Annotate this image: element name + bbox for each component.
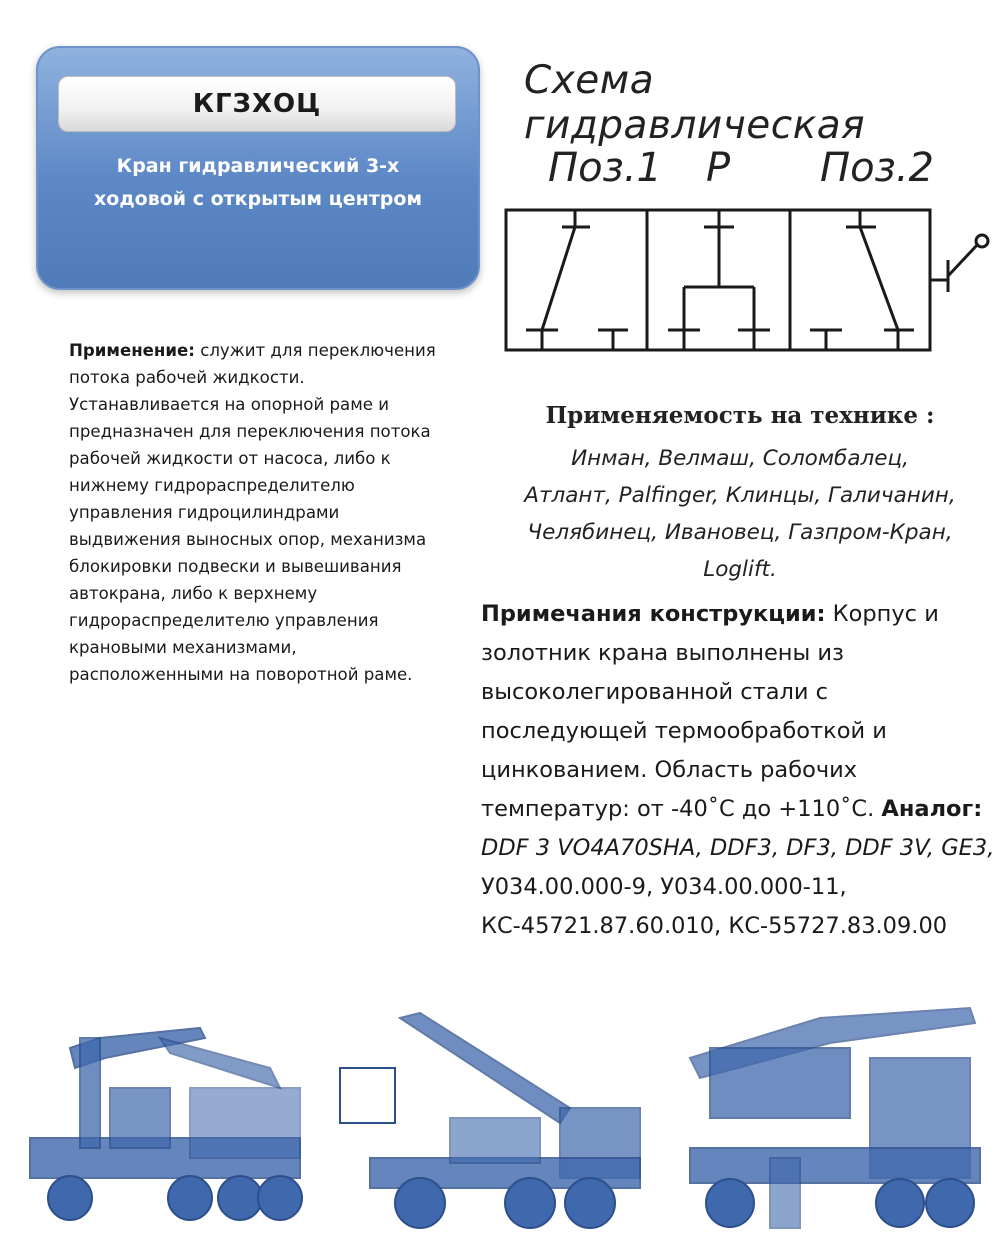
applicability-title: Применяемость на технике : — [545, 402, 935, 429]
subtitle-line-1: Кран гидравлический 3-х — [116, 155, 400, 177]
lever-arm — [948, 244, 978, 276]
application-text: служит для переключения потока рабочей жидкости. Устанавливается на опорной раме и предназначен для переключения потока рабочей жидкости от насоса, либо к нижнему гидрораспределителю управления гидроцилиндрами выдвижения выносных опор, механизма блокировки подвески и вывешивания автокрана, либо к верхнему гидрораспределителю управления крановыми механизмами, расположенными на поворотной раме. — [69, 341, 436, 684]
applicability-line-1: Инман, Велмаш, Соломбалец, — [571, 446, 909, 471]
application-description — [69, 337, 449, 688]
product-subtitle — [58, 150, 458, 216]
scheme-p-label: Р — [706, 145, 731, 191]
scheme-title: Схема гидравлическая — [524, 58, 866, 148]
analog-italic: DDF 3 VO4A70SHA, DDF3, DF3, DDF 3V, GE3, — [481, 835, 995, 861]
scheme-pos2-label: Поз.2 — [820, 145, 934, 191]
applicability-line-3: Челябинец, Ивановец, Газпром-Кран, — [527, 520, 953, 545]
aerial-platform-truck-image — [330, 998, 660, 1248]
analog-plain: У034.00.000-9, У034.00.000-11, КС-45721.87.60.010, КС-55727.83.09.00 — [481, 874, 948, 939]
product-card — [36, 46, 480, 290]
hydraulic-scheme-diagram — [500, 200, 1000, 360]
subtitle-line-2: ходовой с открытым центром — [94, 188, 422, 210]
pos2-flow-line — [860, 227, 898, 330]
notes-label: Примечания конструкции: — [481, 601, 826, 627]
applicability-line-4: Loglift. — [703, 557, 777, 582]
scheme-pos1-label: Поз.1 — [548, 145, 662, 191]
pos1-flow-line — [542, 227, 575, 330]
analog-label: Аналог: — [881, 796, 983, 822]
crane-truck-image-1 — [10, 998, 330, 1248]
notes-text: Корпус и золотник крана выполнены из высоколегированной стали с последующей термообработкой и цинкованием. Область рабочих температур: от -40˚С до +110˚С. — [481, 601, 939, 822]
construction-notes — [481, 595, 1000, 946]
truck-crane-image — [670, 998, 990, 1248]
applicability-line-2: Атлант, Palfinger, Клинцы, Галичанин, — [524, 483, 956, 508]
lever-knob — [976, 235, 988, 247]
product-code: КГЗХОЦ — [58, 76, 456, 132]
application-label: Применение: — [69, 341, 195, 360]
applicability-list — [480, 440, 1000, 588]
